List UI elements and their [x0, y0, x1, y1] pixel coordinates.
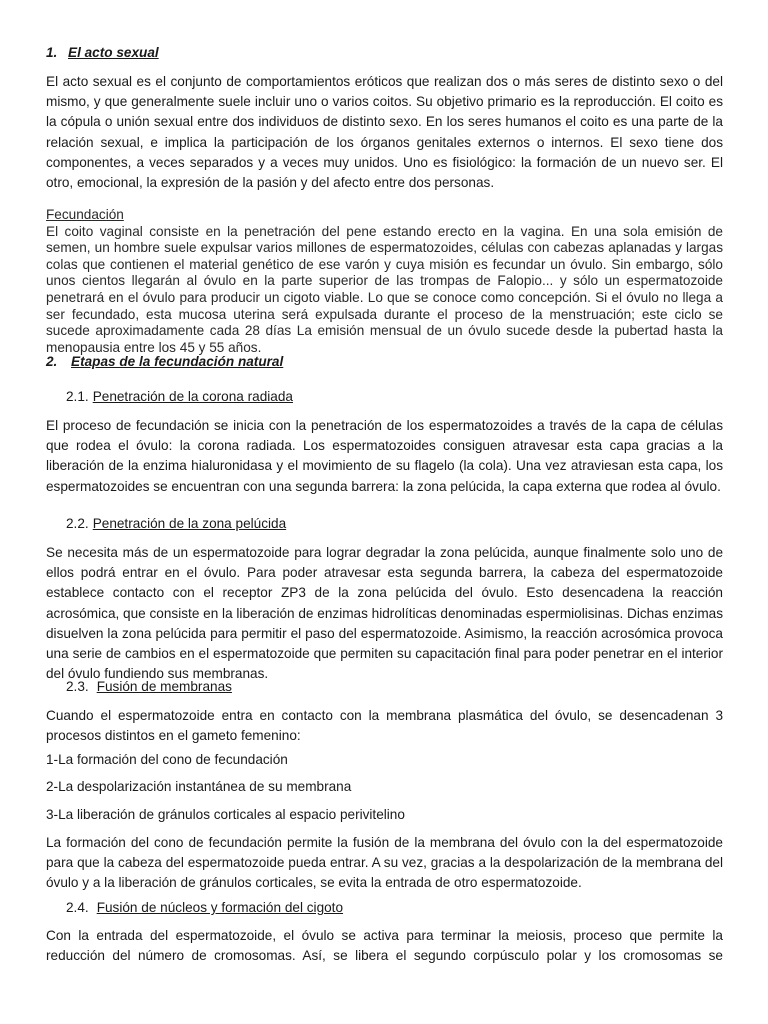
section-2-title: Etapas de la fecundación natural — [71, 354, 284, 369]
section-2-number: 2. — [46, 354, 58, 369]
subsection-2-3-intro: Cuando el espermatozoide entra en contacto con la membrana plasmática del óvulo, se desencadenan 3 procesos distintos en el gameto femenino: — [46, 708, 723, 744]
subsection-2-4-number: 2.4. — [66, 900, 89, 915]
subsection-2-4-heading — [66, 898, 343, 918]
subsection-2-1-number: 2.1. — [66, 389, 89, 404]
section-1-paragraph: El acto sexual es el conjunto de comportamientos eróticos que realizan dos o más seres de distinto sexo o del mismo, y que generalmente suele incluir uno o varios coitos. Su objetivo primario es la reproducción. El coito es la cópula o unión sexual entre dos individuos de distinto sexo. En los seres humanos el coito es una parte de la relación sexual, e implica la participación de los órganos genitales externos o internos. El sexo tiene dos componentes, a veces separados y a veces muy unidos. Uno es fisiológico: la formación de un nuevo ser. El otro, emocional, la expresión de la pasión y del afecto entre dos personas. — [46, 74, 723, 191]
subsection-2-2-heading — [66, 514, 286, 534]
fecundacion-paragraph: El coito vaginal consiste en la penetración del pene estando erecto en la vagina. En una sola emisión de semen, un hombre suele expulsar varios millones de espermatozoides, células con cabezas aplanadas y largas colas que contienen el material genético de ese varón y cuya misión es fecundar un óvulo. Sin embargo, sólo unos cientos llegarán al óvulo en la parte superior de las trompas de Falopio... y sólo un espermatozoide penetrará en el óvulo para producir un cigoto viable. Lo que se conoce como concepción. Si el óvulo no llega a ser fecundado, esta mucosa uterina será expulsada durante el proceso de la menstruación; este ciclo se sucede aproximadamente cada 28 días La emisión mensual de un óvulo sucede desde la pubertad hasta la menopausia entre los 45 y 55 años. — [46, 223, 723, 355]
subsection-2-4-title: Fusión de núcleos y formación del cigoto — [96, 900, 344, 915]
fecundacion-title: Fecundación — [46, 207, 124, 222]
subsection-2-2-title: Penetración de la zona pelúcida — [92, 516, 287, 531]
subsection-2-1-heading — [66, 387, 293, 407]
subsection-2-2-paragraph: Se necesita más de un espermatozoide para lograr degradar la zona pelúcida, aunque finalmente solo uno de ellos podrá entrar en el óvulo. Para poder atravesar esta segunda barrera, la cabeza del espermatozoide establece contacto con el receptor ZP3 de la zona pelúcida del óvulo. Esto desencadena la reacción acrosómica, que consiste en la liberación de enzimas hidrolíticas denominadas espermiolisinas. Dichas enzimas disuelven la zona pelúcida para permitir el paso del espermatozoide. Asimismo, la reacción acrosómica provoca una serie de cambios en el espermatozoide que permiten su capacitación final para poder penetrar en el interior del óvulo fundiendo sus membranas. — [46, 545, 723, 682]
subsection-2-3-number: 2.3. — [66, 679, 89, 694]
list-item: 3-La liberación de gránulos corticales al espacio perivitelino — [46, 807, 405, 822]
section-1-heading — [46, 43, 723, 63]
subsection-2-3-title: Fusión de membranas — [96, 679, 232, 694]
subsection-2-1-title: Penetración de la corona radiada — [92, 389, 293, 404]
subsection-2-3-paragraph: La formación del cono de fecundación permite la fusión de la membrana del óvulo con la del espermatozoide para que la cabeza del espermatozoide pueda entrar. A su vez, gracias a la despolarización de la membrana del óvulo y a la liberación de gránulos corticales, se evita la entrada de otro espermatozoide. — [46, 835, 723, 891]
subsection-2-4-paragraph: Con la entrada del espermatozoide, el óvulo se activa para terminar la meiosis, proceso que permite la reducción del número de cromosomas. Así, se libera el segundo corpúsculo polar y los cromosomas se — [46, 928, 723, 964]
subsection-2-2-number: 2.2. — [66, 516, 89, 531]
list-item: 1-La formación del cono de fecundación — [46, 752, 288, 767]
list-item: 2-La despolarización instantánea de su membrana — [46, 779, 352, 794]
subsection-2-1-paragraph: El proceso de fecundación se inicia con la penetración de los espermatozoides a través de la capa de células que rodea el óvulo: la corona radiada. Los espermatozoides consiguen atravesar esta capa gracias a la liberación de la enzima hialuronidasa y el movimiento de su flagelo (la cola). Una vez atraviesan esta capa, los espermatozoides se encuentran con una segunda barrera: la zona pelúcida, la capa externa que rodea al óvulo. — [46, 418, 723, 494]
fecundacion-block — [46, 207, 723, 356]
section-2-heading — [46, 352, 723, 372]
section-1-number: 1. — [46, 45, 58, 60]
section-1-title: El acto sexual — [68, 45, 159, 60]
subsection-2-3-heading — [66, 677, 232, 697]
